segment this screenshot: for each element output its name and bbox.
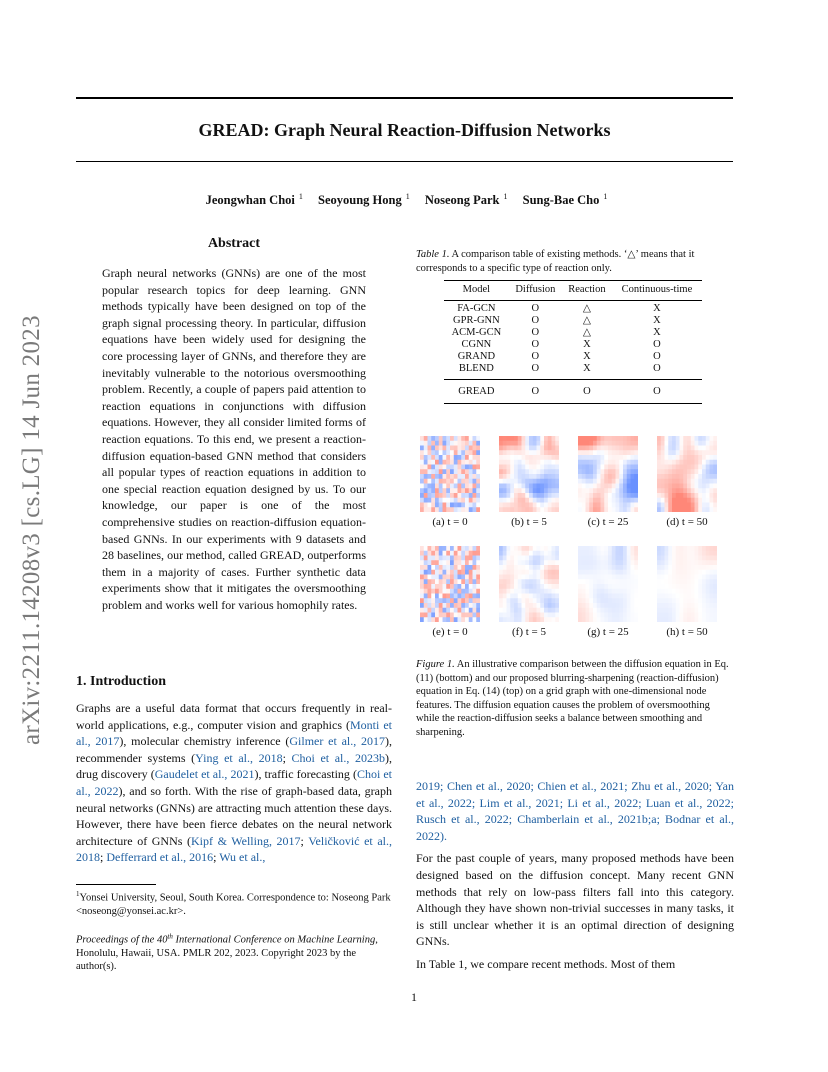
- heatmap-panel: [420, 436, 480, 512]
- page-number: 1: [411, 990, 417, 1004]
- table-cell: X: [583, 351, 591, 362]
- citation-link[interactable]: Veličković et al., 2018: [76, 833, 392, 865]
- table-cell: O: [531, 327, 540, 338]
- footnote: $^1$Yonsei University, Seoul, South Korea. Correspondence to: Noseong Park <noseong@yonsei.ac.kr>.: [76, 890, 391, 917]
- table-header: Reaction: [568, 284, 606, 295]
- body-paragraph: For the past couple of years, many proposed methods have been designed based on the diffusion concept. Many recent GNN methods that rely on low-pass filters fall into this category. Although they have shown non-trivial successes in many tasks, it is still unclear whether it is an optimal direction of designing GNNs.: [416, 851, 734, 949]
- table-cell: X: [653, 327, 661, 338]
- body-paragraph: In Table 1, we compare recent methods. Most of them: [416, 956, 676, 971]
- panel-label: (h) t = 50: [666, 626, 708, 638]
- table-cell: X: [583, 363, 591, 374]
- table-cell: O: [531, 386, 540, 397]
- section-heading: 1. Introduction: [76, 674, 166, 689]
- citation-link[interactable]: Gilmer et al., 2017: [289, 734, 385, 749]
- heatmap-panel: [657, 546, 717, 622]
- table-cell: △: [582, 303, 591, 314]
- author: Noseong Park $^1$: [424, 192, 508, 208]
- comparison-table: [444, 280, 702, 404]
- figure-caption: Figure 1. An illustrative comparison between the diffusion equation in Eq. (11) (bottom) and our proposed blurring-sharpening (reaction-diffusion) equation in Eq. (14) (top) on a grid graph with one-dimensional node features. The diffusion equation causes the problem of oversmoothing while the reaction-diffusion seeks a balance between smoothing and sharpening.: [416, 659, 729, 738]
- author: Sung-Bae Cho $^1$: [522, 192, 608, 208]
- table-row: [444, 327, 702, 339]
- citation-link[interactable]: Defferrard et al., 2016: [106, 850, 214, 865]
- table-cell: X: [583, 339, 591, 350]
- table-caption: Table 1. A comparison table of existing methods. ‘△’ means that it corresponds to a specific type of reaction only.: [416, 249, 695, 274]
- table-cell: GRAND: [457, 351, 496, 362]
- paper-title: GREAD: Graph Neural Reaction-Diffusion Networks: [198, 120, 611, 140]
- top-rule: [76, 97, 733, 99]
- table-cell: O: [531, 363, 540, 374]
- panel-label: (g) t = 25: [587, 626, 629, 638]
- citation-link[interactable]: Monti et al., 2017: [76, 717, 393, 749]
- citation-link[interactable]: Gaudelet et al., 2021: [154, 767, 255, 782]
- table-cell: FA-GCN: [457, 303, 496, 314]
- table-cell: △: [582, 315, 591, 326]
- table-cell: GPR-GNN: [453, 315, 500, 326]
- heatmap-panel: [499, 546, 559, 622]
- abstract-text: Graph neural networks (GNNs) are one of the most popular research topics for deep learning. GNN methods typically have been designed on top of the graph signal processing theory. In particular, diffusion equations have been widely used for designing the core processing layer of GNNs, and therefore they are inevitably vulnerable to the notorious oversmoothing problem. Recently, a couple of papers paid attention to reaction equations in conjunctions with diffusion equations. However, they all consider limited forms of reaction equations. To this end, we present a reaction-diffusion equation-based GNN method that considers all popular types of reaction equations in addition to one special reaction equation designed by us. To our knowledge, our paper is one of the most comprehensive studies on reaction-diffusion equation-based GNNs. In our experiments with 9 datasets and 28 baselines, our method, called GREAD, outperforms them in a majority of cases. Further synthetic data experiments show that it mitigates the oversmoothing problem and works well for various homophily rates.: [102, 266, 366, 612]
- table-cell: O: [653, 339, 661, 350]
- intro-paragraph: Graphs are a useful data format that occurs frequently in real-world applications, e.g., computer vision and graphics (Monti et al., 2017), molecular chemistry inference (Gilmer et al., 2017), recommender systems (Ying et al., 2018; Choi et al., 2023b), drug discovery (Gaudelet et al., 2021), traffic forecasting (Choi et al., 2022), and so forth. With the rise of graph-based data, graph neural networks (GNNs) are attracting much attention these days. However, there have been fierce debates on the neural network architecture of GNNs (Kipf & Welling, 2017; Veličković et al., 2018; Defferrard et al., 2016; Wu et al.,: [76, 701, 393, 865]
- panel-label: (e) t = 0: [432, 626, 468, 638]
- author-list: [76, 192, 733, 208]
- citation-link[interactable]: Choi et al., 2023b: [291, 750, 385, 765]
- abstract-heading: Abstract: [207, 236, 261, 251]
- author: Jeongwhan Choi $^1$: [205, 192, 303, 208]
- table-row: [444, 301, 702, 316]
- citation-link[interactable]: Choi et al., 2022: [76, 767, 392, 798]
- table-cell: O: [653, 351, 661, 362]
- table-cell: GREAD: [458, 386, 495, 397]
- table-cell: O: [531, 303, 540, 314]
- heatmap-panel: [578, 436, 638, 512]
- arxiv-stamp: arXiv:2211.14208v3 [cs.LG] 14 Jun 2023: [18, 315, 45, 745]
- table-cell: O: [531, 315, 540, 326]
- citation-link[interactable]: Kipf & Welling, 2017: [191, 833, 301, 848]
- panel-label: (d) t = 50: [666, 516, 708, 528]
- table-cell: O: [583, 386, 591, 397]
- table-cell: BLEND: [458, 363, 494, 374]
- table-cell: X: [653, 303, 661, 314]
- title-rule: [76, 161, 733, 162]
- table-cell: O: [653, 386, 661, 397]
- citation-link[interactable]: Wu et al.,: [219, 850, 266, 865]
- table-cell: ACM-GCN: [451, 327, 502, 338]
- author: Seoyoung Hong $^1$: [318, 192, 410, 208]
- panel-label: (c) t = 25: [587, 516, 629, 528]
- right-column-text: [416, 778, 734, 979]
- table-row: [444, 315, 702, 327]
- panel-label: (f) t = 5: [512, 626, 546, 638]
- table-cell: △: [582, 327, 591, 338]
- proceedings-note: Proceedings of the 40th International Conference on Machine Learning, Honolulu, Hawaii, USA. PMLR 202, 2023. Copyright 2023 by the author(s).: [76, 932, 378, 972]
- citation-list[interactable]: 2019; Chen et al., 2020; Chien et al., 2021; Zhu et al., 2020; Yan et al., 2022; Lim et al., 2021; Li et al., 2022; Luan et al., 2022; Rusch et al., 2022; Chamberlain et al., 2021b;a; Bodnar et al., 2022).: [416, 779, 734, 843]
- table-cell: O: [531, 351, 540, 362]
- table-cell: X: [653, 315, 661, 326]
- table-header: Diffusion: [515, 284, 556, 295]
- heatmap-panel: [499, 436, 559, 512]
- heatmap-panel: [420, 546, 480, 622]
- table-header: Continuous-time: [621, 284, 693, 295]
- table-cell: O: [531, 339, 540, 350]
- heatmap-panel: [657, 436, 717, 512]
- heatmap-panel: [578, 546, 638, 622]
- table-cell: O: [653, 363, 661, 374]
- footnote-rule: [76, 884, 156, 885]
- citation-link[interactable]: Ying et al., 2018: [195, 750, 283, 765]
- table-cell: CGNN: [461, 339, 492, 350]
- table-row: [444, 363, 702, 380]
- table-row: [444, 351, 702, 363]
- table-row: [444, 339, 702, 351]
- panel-label: (b) t = 5: [511, 516, 547, 528]
- table-row: [444, 380, 702, 404]
- panel-label: (a) t = 0: [432, 516, 468, 528]
- table-header: Model: [462, 284, 491, 295]
